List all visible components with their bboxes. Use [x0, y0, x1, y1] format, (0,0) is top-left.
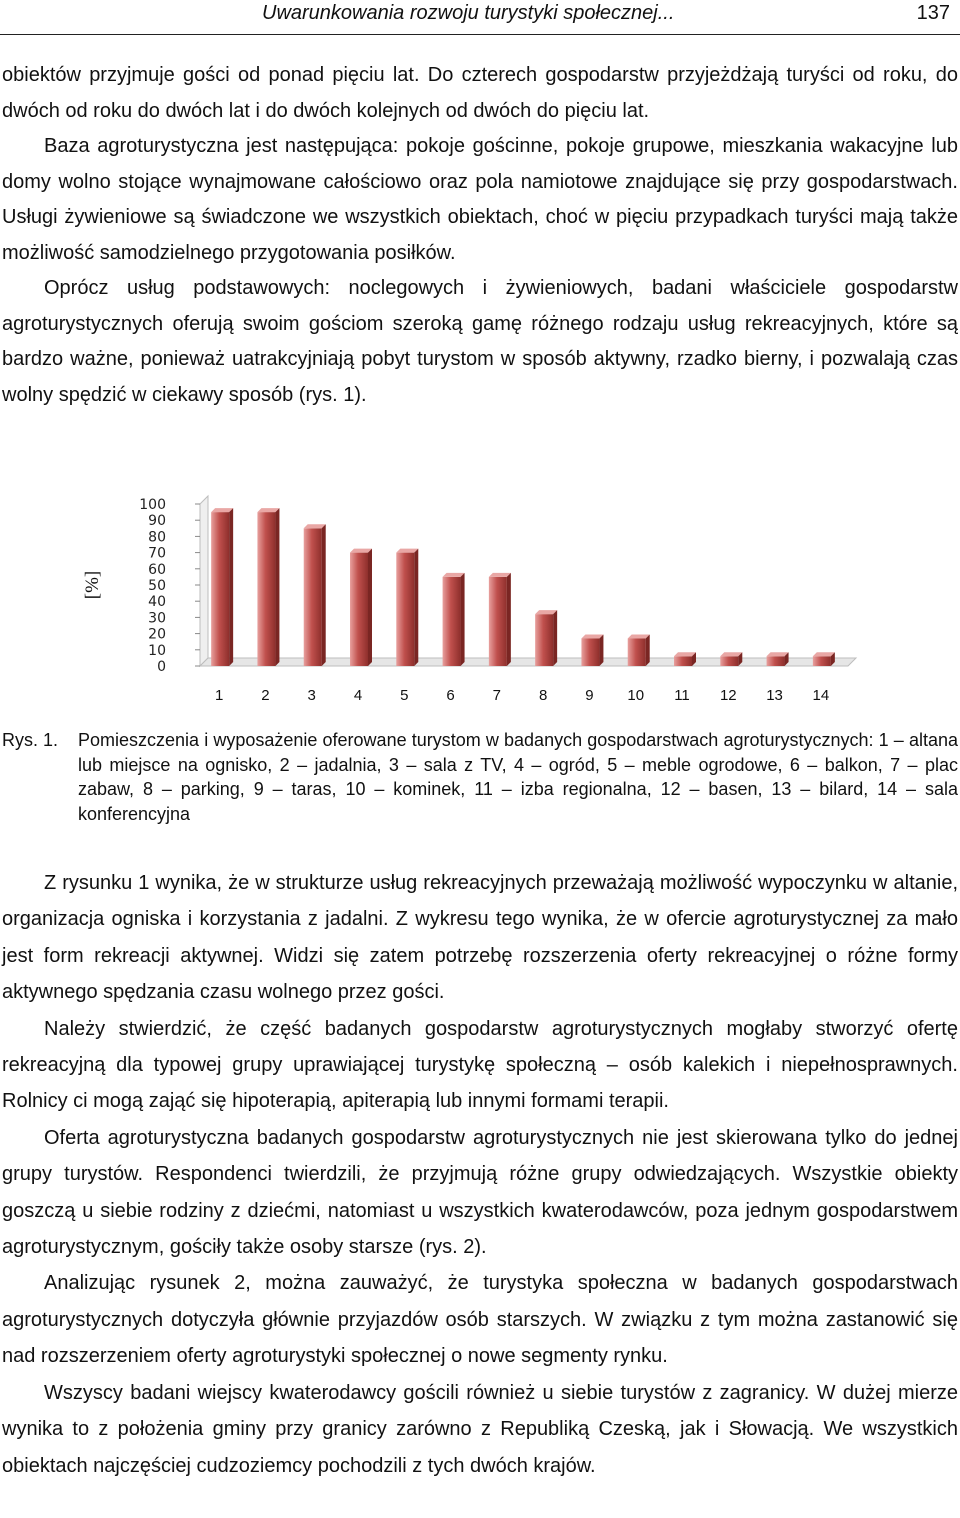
x-tick-label: 14 [812, 687, 830, 704]
x-tick-label: 3 [307, 687, 316, 704]
bar [489, 577, 507, 666]
y-tick-label: 30 [148, 610, 166, 627]
x-tick-label: 11 [674, 687, 690, 704]
x-tick-label: 4 [353, 687, 363, 704]
y-tick-label: 80 [148, 529, 166, 546]
x-tick-label: 8 [538, 687, 548, 704]
x-tick-label: 1 [214, 687, 224, 704]
x-tick-label: 13 [766, 687, 783, 704]
bar-side [646, 634, 650, 666]
x-tick-label: 9 [585, 687, 594, 704]
y-axis-label: [%] [82, 570, 103, 600]
y-axis-wall [200, 496, 208, 666]
chart-floor [200, 658, 856, 666]
bar-side [275, 508, 279, 666]
bar-side [599, 634, 603, 666]
y-tick-label: 40 [148, 594, 166, 611]
paragraph: Z rysunku 1 wynika, że w strukturze usług rekreacyjnych przeważają możliwość wypoczynku w altanie, organizacja ogniska i korzystania z jadalni. Z wykresu tego wynika, że w ofercie agroturystycznej za mało jest form rekreacji aktywnej. Widzi się zatem potrzebę rozszerzenia oferty rekreacyjnej o różne formy aktywnego spędzania czasu wolnego przez gości. [2, 872, 958, 1004]
bar-side [553, 610, 557, 666]
bar-side [461, 573, 465, 666]
body-text-top [2, 58, 958, 413]
running-header [0, 0, 960, 36]
bar-side [414, 549, 418, 666]
running-title: Uwarunkowania rozwoju turystyki społecznej... [262, 2, 675, 24]
bar [581, 638, 599, 666]
bar-side [229, 508, 233, 666]
y-tick-label: 10 [148, 642, 166, 659]
bar [813, 656, 831, 666]
figure-caption [2, 728, 958, 826]
bar [535, 614, 553, 666]
x-tick-label: 7 [492, 687, 502, 704]
y-tick-label: 90 [148, 513, 166, 530]
bar [304, 528, 322, 666]
paragraph: obiektów przyjmuje gości od ponad pięciu lat. Do czterech gospodarstw przyjeżdżają turyści od roku, do dwóch od roku do dwóch lat i do dwóch kolejnych od dwóch do pięciu lat. [2, 64, 958, 122]
bar [350, 553, 368, 666]
x-tick-label: 10 [627, 687, 645, 704]
bar-side [368, 549, 372, 666]
caption-label: Rys. 1. [2, 730, 59, 750]
header-rule [0, 34, 960, 35]
figure-1 [0, 480, 960, 720]
bar [674, 656, 692, 666]
y-tick-label: 50 [148, 578, 166, 594]
y-tick-label: 60 [148, 561, 166, 578]
bar [257, 512, 275, 666]
x-tick-label: 5 [400, 687, 409, 704]
bar [211, 512, 229, 666]
bar [396, 553, 414, 666]
bar-side [507, 573, 511, 666]
caption-text: Pomieszczenia i wyposażenie oferowane turystom w badanych gospodarstwach agroturystycznych: 1 – altana lub miejsce na ognisko, 2 – jadalnia, 3 – sala z TV, 4 – ogród, 5 – meble ogrodowe, 6 – balkon, 7 – plac zabaw, 8 – parking, 9 – taras, 10 – kominek, 11 – izba regionalna, 12 – basen, 13 – bilard, 14 – sala konferencyjna [78, 730, 958, 824]
x-tick-label: 2 [261, 687, 270, 704]
bar-side [322, 524, 326, 666]
paragraph: Baza agroturystyczna jest następująca: pokoje gościnne, pokoje grupowe, mieszkania wakacyjne lub domy wolno stojące wynajmowane całościowo oraz pola namiotowe znajdujące się przy gospodarstwach. Usługi żywieniowe są świadczone we wszystkich obiektach, choć w pięciu przypadkach turyści mają także możliwość samodzielnego przygotowania posiłków. [2, 135, 958, 264]
x-tick-label: 12 [719, 687, 737, 704]
paragraph: Wszyscy badani wiejscy kwaterodawcy gościli również u siebie turystów z zagranicy. W dużej mierze wynika to z położenia gminy przy granicy zarówno z Republiką Czeską, jak i Słowacją. We wszystkich obiektach najczęściej cudzoziemcy pochodzili z tych dwóch krajów. [2, 1381, 958, 1477]
paragraph: Należy stwierdzić, że część badanych gospodarstw agroturystycznych mogłaby stworzyć ofertę rekreacyjną dla typowej grupy uprawiającej turystykę społeczną – osób kalekich i niepełnosprawnych. Rolnicy ci mogą zająć się hipoterapią, apiterapią lub innymi formami terapii. [2, 1017, 958, 1113]
paragraph: Oferta agroturystyczna badanych gospodarstw agroturystycznych nie jest skierowana tylko do jednej grupy turystów. Respondenci twierdzili, że przyjmują różne grupy odwiedzających. Wszystkie obiekty goszczą u siebie rodziny z dziećmi, natomiast u wszystkich kwaterodawców, poza jednym gospodarstwem agroturystycznym, gościły także osoby starsze (rys. 2). [2, 1126, 958, 1259]
x-tick-label: 6 [446, 687, 455, 704]
bar [443, 577, 461, 666]
y-tick-label: 100 [139, 497, 166, 513]
paragraph: Analizując rysunek 2, można zauważyć, że turystyka społeczna w badanych gospodarstwach agroturystycznych dotyczyła głównie przyjazdów osób starszych. W związku z tym można zastanowić się nad rozszerzeniem oferty agroturystyki społecznej o nowe segmenty rynku. [2, 1272, 958, 1368]
bar [767, 656, 785, 666]
y-tick-label: 70 [148, 545, 166, 562]
paragraph: Oprócz usług podstawowych: noclegowych i żywieniowych, badani właściciele gospodarstw agroturystycznych oferują swoim gościom szeroką gamę różnego rodzaju usług rekreacyjnych, które są bardzo ważne, ponieważ uatrakcyjniają pobyt turystom w sposób aktywny, rzadko bierny, i pozwalają czas wolny spędzić w ciekawy sposób (rys. 1). [2, 277, 958, 406]
y-tick-label: 0 [157, 659, 166, 675]
y-tick-label: 20 [148, 626, 166, 643]
bar-chart [0, 480, 960, 720]
bar [720, 656, 738, 666]
bar [628, 638, 646, 666]
body-text-bottom [2, 865, 958, 1484]
page-number: 137 [916, 2, 950, 24]
